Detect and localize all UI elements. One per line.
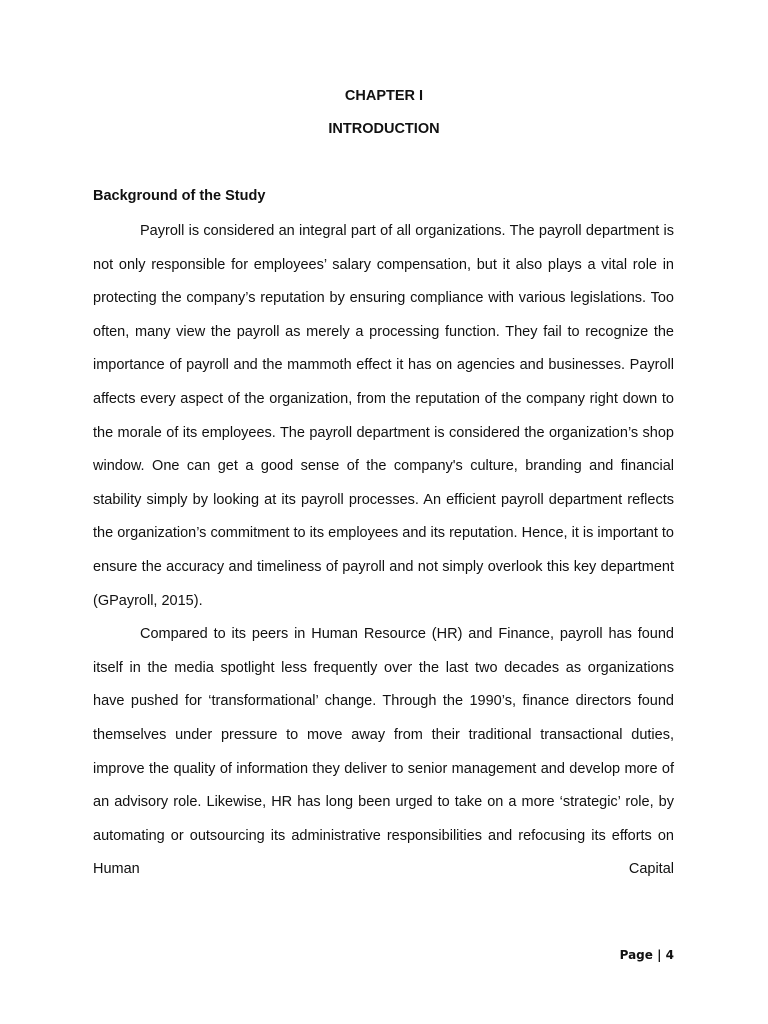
paragraph-1: Payroll is considered an integral part of all organizations. The payroll department is not only responsible for employees’ salary compensation, but it also plays a vital role in protecting the company’s reputation by ensuring compliance with various legislations. Too often, many view the payroll as merely a processing function. They fail to recognize the importance of payroll and the mammoth effect it has on agencies and businesses. Payroll affects every aspect of the organization, from the reputation of the company right down to the morale of its employees. The payroll department is considered the organization’s shop window. One can get a good sense of the company's culture, branding and financial stability simply by looking at its payroll processes. An efficient payroll department reflects the organization’s commitment to its employees and its reputation. Hence, it is important to ensure the accuracy and timeliness of payroll and not simply overlook this key department (GPayroll, 2015). <box>93 223 674 609</box>
chapter-number: CHAPTER I <box>344 88 424 104</box>
body-text <box>93 215 674 887</box>
paragraph-2: Compared to its peers in Human Resource (HR) and Finance, payroll has found itself in the media spotlight less frequently over the last two decades as organizations have pushed for ‘transformational’ change. Through the 1990’s, finance directors found themselves under pressure to move away from their traditional transactional duties, improve the quality of information they deliver to senior management and develop more of an advisory role. Likewise, HR has long been urged to take on a more ‘strategic’ role, by automating or outsourcing its administrative responsibilities and refocusing its efforts on Human Capital <box>93 626 674 878</box>
page-number: Page | 4 <box>619 948 674 962</box>
chapter-title: INTRODUCTION <box>328 121 440 137</box>
section-title: Background of the Study <box>93 188 266 204</box>
